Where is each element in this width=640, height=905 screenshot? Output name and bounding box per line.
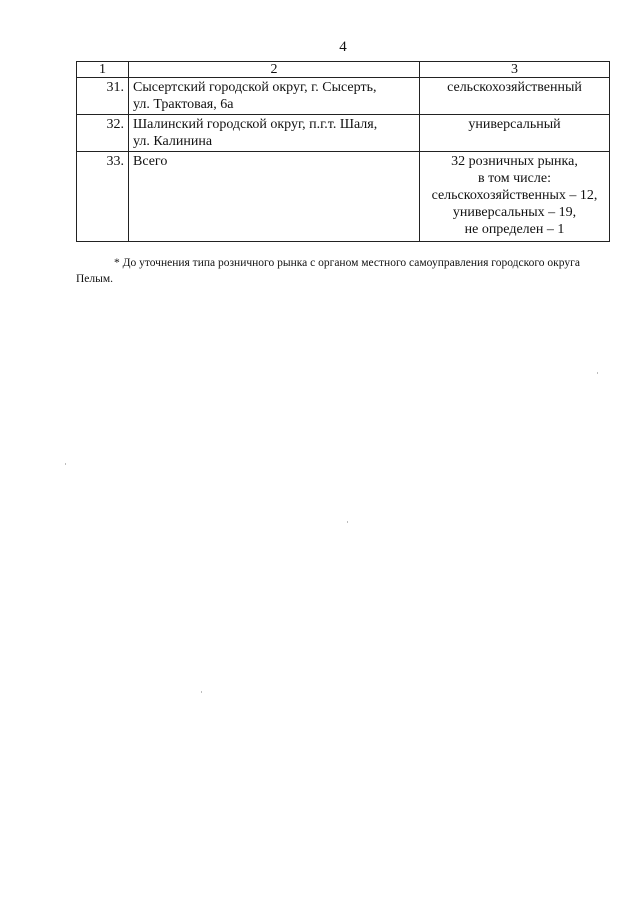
market-location-line: Шалинский городской округ, п.г.т. Шаля, (133, 117, 378, 132)
table-row (77, 78, 610, 115)
total-label (129, 152, 420, 242)
market-location-line: ул. Калинина (133, 134, 213, 149)
total-label-text: Всего (133, 154, 168, 169)
scan-speck (65, 463, 66, 465)
market-type (420, 78, 610, 115)
total-summary-line: сельскохозяйственных – 12, (431, 188, 598, 203)
scan-speck (597, 372, 598, 374)
row-number: 32. (77, 115, 129, 152)
header-cell-2: 2 (129, 62, 420, 78)
row-number: 33. (77, 152, 129, 242)
scan-speck (201, 691, 202, 693)
market-location-line: Сысертский городской округ, г. Сысерть, (133, 80, 377, 95)
footnote: * До уточнения типа розничного рынка с органом местного самоуправления городского округа Пелым. (76, 257, 580, 285)
market-type-line: сельскохозяйственный (447, 80, 582, 95)
market-location (129, 115, 420, 152)
table-row (77, 115, 610, 152)
table-total-row (77, 152, 610, 242)
market-type (420, 115, 610, 152)
market-location (129, 78, 420, 115)
total-summary (420, 152, 610, 242)
total-summary-line: универсальных – 19, (452, 205, 577, 220)
row-number: 31. (77, 78, 129, 115)
market-location-line: ул. Трактовая, 6а (133, 97, 234, 112)
total-summary-line: не определен – 1 (464, 222, 565, 237)
header-cell-1: 1 (77, 62, 129, 78)
table-header-row (77, 62, 610, 78)
markets-table (76, 61, 610, 242)
total-summary-line: 32 розничных рынка, (451, 154, 578, 169)
market-type-line: универсальный (468, 117, 561, 132)
scan-speck (347, 521, 348, 523)
header-cell-3: 3 (420, 62, 610, 78)
page-number: 4 (339, 39, 347, 55)
total-summary-line: в том числе: (478, 171, 551, 186)
